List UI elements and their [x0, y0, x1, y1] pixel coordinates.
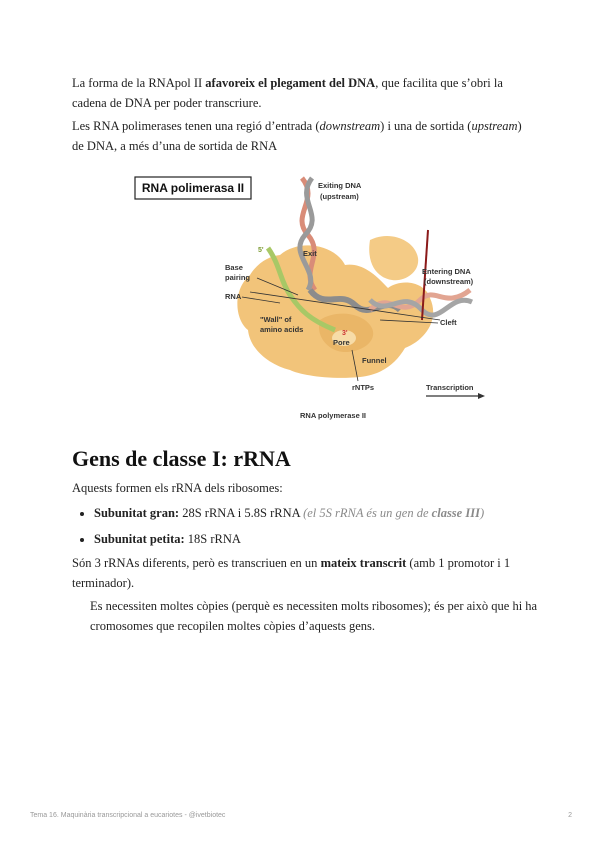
- label-amino-acids: amino acids: [260, 325, 304, 334]
- transcript-paragraph: Són 3 rRNAs diferents, però es transcriuen en un mateix transcrit (amb 1 promotor i 1 terminador).: [72, 556, 511, 590]
- label-transcription: Transcription: [426, 383, 474, 392]
- intro-paragraph: La forma de la RNApol II afavoreix el plegament del DNA, que facilita que s’obri la cadena de DNA per poder transcriure.: [72, 76, 503, 110]
- label-exiting-dna: Exiting DNA: [318, 181, 362, 190]
- label-funnel: Funnel: [362, 356, 387, 365]
- page-number: 2: [568, 812, 572, 819]
- label-upstream: (upstream): [320, 192, 359, 201]
- list-item-small-subunit: • Subunitat petita: 18S rRNA: [94, 529, 554, 549]
- class-note: (el 5S rRNA és un gen de classe III): [303, 506, 485, 520]
- label-five-prime: 5': [258, 247, 264, 254]
- label-rntps: rNTPs: [352, 383, 375, 392]
- rna-polymerase-diagram: [130, 170, 500, 432]
- label-exit: Exit: [303, 249, 317, 258]
- copies-paragraph: Es necessiten moltes còpies (perquè es necessiten molts ribosomes); és per això que hi ha cromosomes que recopilen moltes còpies d’aquests gens.: [90, 599, 538, 633]
- figure-caption: RNA polymerase II: [300, 411, 366, 420]
- label-cleft: Cleft: [440, 318, 457, 327]
- polymerase-lobe: [369, 236, 418, 280]
- footer-title: Tema 16. Maquinària transcripcional a eucariotes - @ivetbiotec: [30, 812, 226, 819]
- label-wall: "Wall" of: [260, 315, 292, 324]
- subunit-list: [72, 503, 554, 555]
- figure-title: RNA polimerasa II: [141, 181, 245, 195]
- label-base: Base: [225, 263, 243, 272]
- polymerase-paragraph: Les RNA polimerases tenen una regió d’entrada (downstream) i una de sortida (upstream) de DNA, a més d’una de sortida de RNA: [72, 119, 522, 153]
- label-entering-dna: Entering DNA: [422, 267, 471, 276]
- label-pairing: pairing: [225, 273, 251, 282]
- section-heading: Gens de classe I: rRNA: [72, 446, 291, 471]
- label-rna: RNA: [225, 292, 242, 301]
- ribosome-paragraph: Aquests formen els rRNA dels ribosomes:: [72, 481, 283, 495]
- list-item-large-subunit: • Subunitat gran: 28S rRNA i 5.8S rRNA (el 5S rRNA és un gen de classe III): [94, 503, 554, 523]
- label-downstream: (downstream): [424, 277, 474, 286]
- label-three-prime: 3': [342, 330, 348, 337]
- transcription-arrow-head: [478, 393, 485, 399]
- label-pore: Pore: [333, 338, 350, 347]
